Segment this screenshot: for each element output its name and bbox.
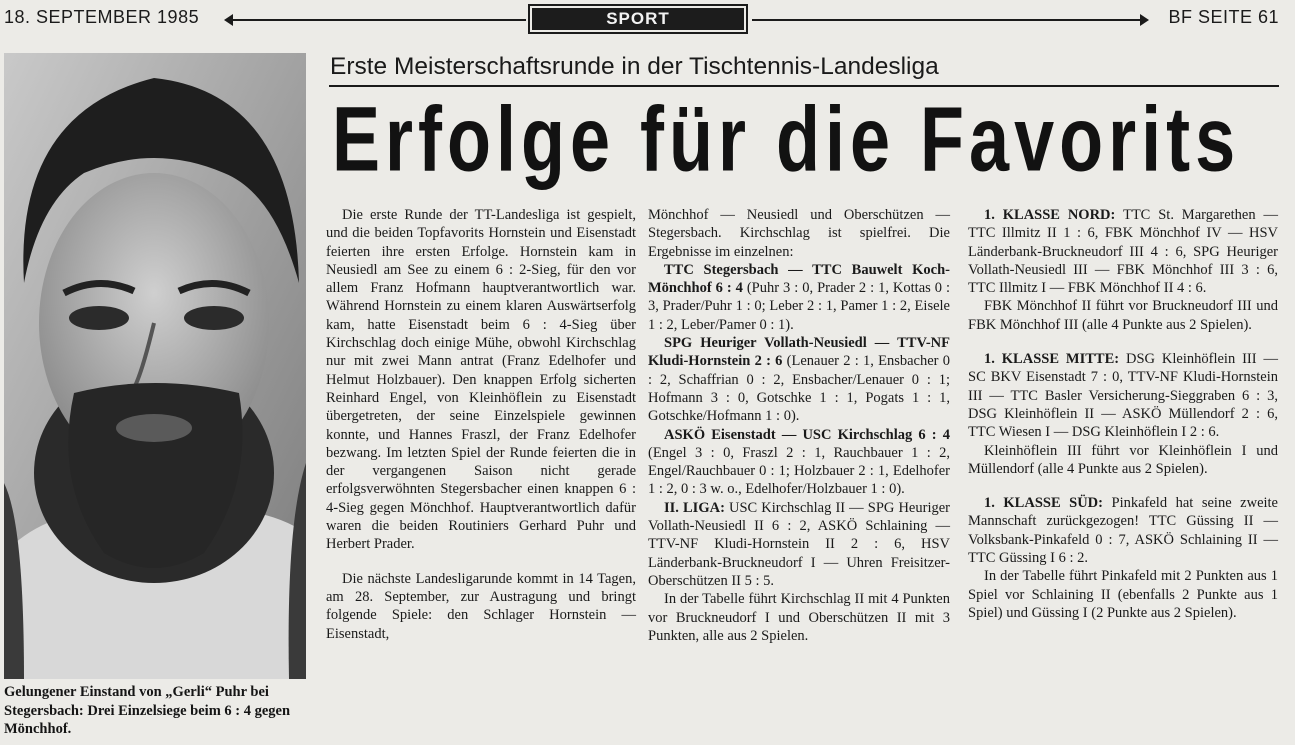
article-subheadline: Erste Meisterschaftsrunde in der Tischtennis-Landesliga: [330, 53, 939, 80]
article-paragraph: Die erste Runde der TT-Landesliga ist gespielt, und die beiden Topfavorits Hornstein und Eisenstadt feierten ihre ersten Erfolge. Hornstein kam in Neusiedl am See zu einem 6 : 2-Sieg, für den vor allem Franz Hofmann hauptverantwortlich war. Während Hornstein zu einem klaren Auswärtserfolg kam, hatte Eisenstadt beim 6 : 4-Sieg über Kirchschlag doch einige Mühe, obwohl Kirchschlag nur mit zwei Mann antrat (Franz Edelhofer und Helmut Holzbauer). Den knappen Erfolg sicherten Reinhard Engel, von Kleinhöflein zu Eisenstadt übergetreten, der seine Einzelspiele gewinnen konnte, und Hannes Fraszl, der Franz Edelhofer bezwang. Im letzten Spiel der Runde feierten die in der vergangenen Saison nicht gerade erfolgsverwöhnten Stegersbacher einen knappen 6 : 4-Sieg gegen Mönchhof. Hauptverantwortlich dafür waren die beiden Routiniers Gerhard Puhr und Herbert Prader.: [326, 207, 636, 553]
player-photo: [4, 53, 306, 679]
match-details: (Lenauer 2 : 1, Ensbacher 0 : 2, Schaffrian 0 : 2, Ensbacher/Lenauer 0 : 1; Hofmann 3 : 0, Gotschke 1 : 1, Pogats 1 : 1, Gotschke/Hofmann 1 : 0).: [648, 353, 950, 425]
standings-note: FBK Mönchhof II führt vor Bruckneudorf III und FBK Mönchhof III (alle 4 Punkte aus 2 Spielen).: [968, 298, 1278, 333]
header-rule-left: [230, 19, 526, 21]
match-details: (Puhr 3 : 0, Prader 2 : 1, Kottas 0 : 3, Prader/Puhr 1 : 0; Leber 2 : 1, Pamer 1 : 2, Eisele 1 : 2, Leber/Pamer 0 : 1).: [648, 280, 950, 333]
league-details: Pinkafeld hat seine zweite Mannschaft zurückgezogen! TTC Güssing II — Volksbank-Pinkafeld 0 : 7, ASKÖ Schlaining II — TTC Güssing I 6 : 2.: [968, 495, 1278, 567]
league-results: [968, 494, 1278, 567]
match-result: [648, 261, 950, 334]
standings-note: Kleinhöflein III führt vor Kleinhöflein I und Müllendorf (alle 4 Punkte aus 2 Spielen).: [968, 442, 1278, 477]
league-title: 1. KLASSE SÜD:: [984, 495, 1103, 512]
page-number: BF SEITE 61: [1168, 7, 1279, 27]
section-label-box: [528, 4, 748, 34]
match-details: (Engel 3 : 0, Fraszl 2 : 1, Rauchbauer 1 : 2, Engel/Rauchbauer 0 : 1; Holzbauer 2 : 1, Edelhofer 1 : 2, 0 : 3 w. o., Edelhofer/Holzbauer 1 : 0).: [648, 444, 950, 498]
league-details: USC Kirchschlag II — SPG Heuriger Vollath-Neusiedl II 6 : 2, ASKÖ Schlaining — TTV-NF Kludi-Hornstein II 2 : 6, HSV Länderbank-Bruckneudorf I — Uhren Freisitzer-Oberschützen II 5 : 5.: [648, 499, 950, 589]
portrait-illustration: [4, 53, 306, 679]
header-rule-right: [752, 19, 1140, 21]
league-details: DSG Kleinhöflein III — SC BKV Eisenstadt 7 : 0, TTV-NF Kludi-Hornstein III — TTC Basler Versicherung-Sieggraben 6 : 3, DSG Kleinhöflein II — ASKÖ Müllendorf 2 : 6, TTC Wiesen I — DSG Kleinhöflein I 2 : 6.: [968, 351, 1278, 441]
article-headline: Erfolge für die Favorits: [332, 88, 1241, 192]
article-column-2: [648, 206, 950, 645]
standings-note: In der Tabelle führt Kirchschlag II mit 4 Punkten vor Bruckneudorf I und Oberschützen II mit 3 Punkten, alle aus 2 Spielen.: [648, 591, 950, 644]
header-rule-arrow-right: [1140, 14, 1149, 26]
match-result: [648, 426, 950, 499]
league-title: II. LIGA:: [664, 499, 725, 516]
league-results: [968, 206, 1278, 297]
league-results: [968, 350, 1278, 441]
match-title: SPG Heuriger Vollath-Neusiedl — TTV-NF Kludi-Hornstein 2 : 6: [648, 335, 950, 370]
article-column-1: [326, 206, 636, 643]
league-title: 1. KLASSE MITTE:: [984, 351, 1120, 368]
issue-date: 18. SEPTEMBER 1985: [4, 7, 200, 27]
article-paragraph: Mönchhof — Neusiedl und Oberschützen — Stegersbach. Kirchschlag ist spielfrei. Die Ergebnisse im einzelnen:: [648, 207, 950, 260]
match-title: TTC Stegersbach — TTC Bauwelt Koch-Mönchhof 6 : 4: [648, 261, 950, 297]
article-column-3: [968, 206, 1278, 622]
standings-note: In der Tabelle führt Pinkafeld mit 2 Punkten aus 1 Spiel vor Schlaining II (ebenfalls 2 Punkte aus 1 Spiel) und Güssing I (2 Punkte aus 2 Spielen).: [968, 568, 1278, 621]
league-title: 1. KLASSE NORD:: [984, 207, 1116, 223]
league-results: [648, 499, 950, 590]
match-title: ASKÖ Eisenstadt — USC Kirchschlag 6 : 4: [664, 426, 950, 443]
photo-caption: Gelungener Einstand von „Gerli“ Puhr bei Stegersbach: Drei Einzelsiege beim 6 : 4 gegen Mönchhof.: [4, 684, 291, 737]
section-label: SPORT: [532, 8, 744, 30]
match-result: [648, 334, 950, 425]
article-paragraph: Die nächste Landesligarunde kommt in 14 Tagen, am 28. September, zur Austragung und bringt folgende Spiele: den Schlager Hornstein — Eisenstadt,: [326, 570, 636, 642]
league-details: TTC St. Margarethen — TTC Illmitz II 1 : 6, FBK Mönchhof IV — HSV Länderbank-Bruckneudorf III 4 : 6, SPG Heuriger Vollath-Neusiedl III — FBK Mönchhof III 3 : 6, TTC Illmitz I — FBK Mönchhof II 4 : 6.: [968, 207, 1278, 297]
